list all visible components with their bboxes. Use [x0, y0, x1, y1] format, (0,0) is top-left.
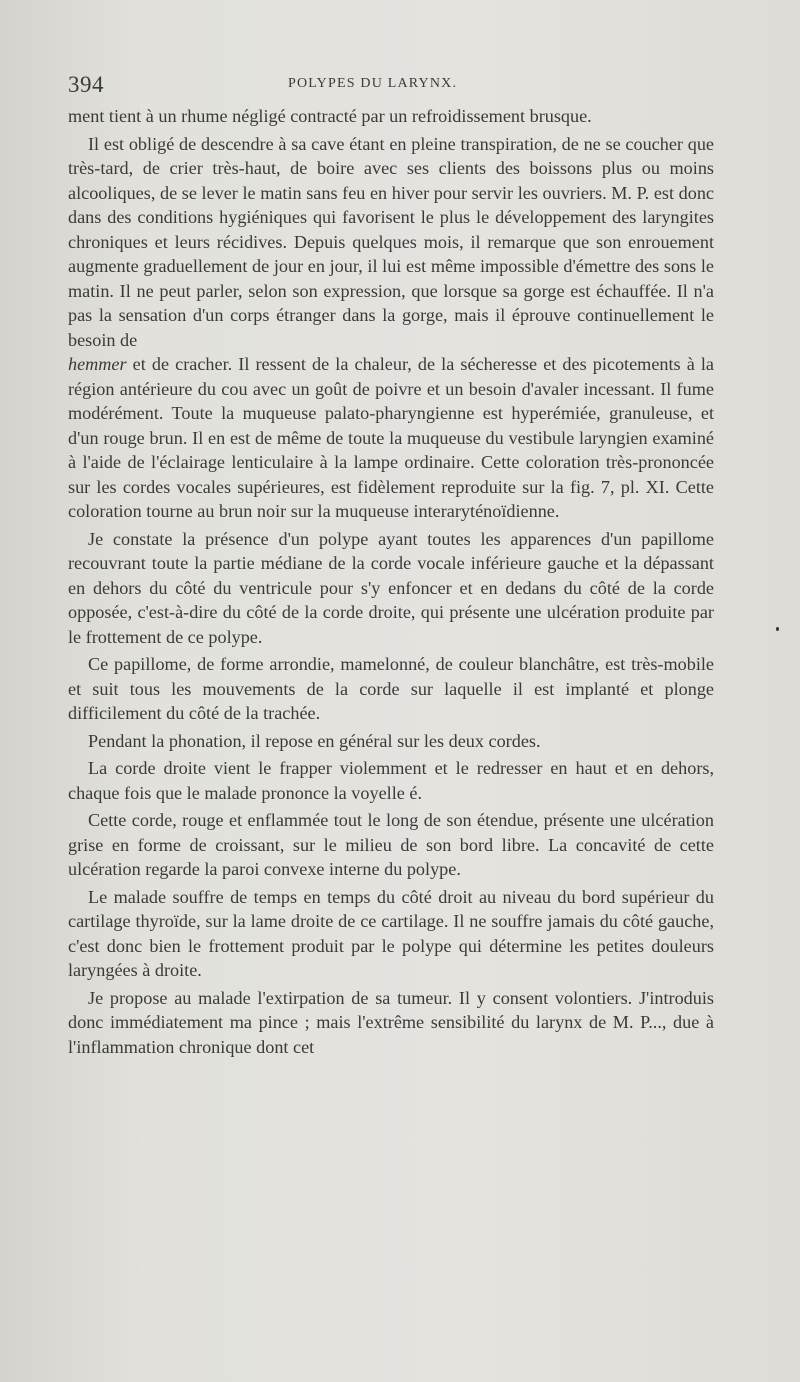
- page-number: 394: [68, 72, 104, 97]
- ink-speck: [776, 627, 779, 631]
- paragraph: Ce papillome, de forme arrondie, mamelonné, de couleur blanchâtre, est très-mobile et suit tous les mouvements de la corde sur laquelle il est implanté et plonge difficilement du côté de la trachée.: [68, 654, 714, 723]
- italic-word: hemmer: [68, 354, 127, 374]
- paragraph: Je constate la présence d'un polype ayant toutes les apparences d'un papillome recouvrant toute la partie médiane de la corde vocale inférieure gauche et la dépassant en dehors du côté du ventricule pour s'y enfoncer et en dedans du côté de la corde opposée, c'est-à-dire du côté de la corde droite, qui présente une ulcération produite par le frottement de ce polype.: [68, 528, 714, 647]
- paragraph: Pendant la phonation, il repose en général sur les deux cordes.: [88, 730, 541, 751]
- paragraph-text: Il est obligé de descendre à sa cave étant en pleine transpiration, de ne se coucher que très-tard, de crier très-haut, de boire avec ses clients des boissons plus ou moins alcooliques, de se lever le matin sans feu en hiver pour servir les ouvriers. M. P. est donc dans des conditions hygiéniques qui favorisent le plus le développement des laryngites chroniques et leurs récidives. Depuis quelques mois, il remarque que son enrouement augmente graduellement de jour en jour, il lui est même impossible d'émettre des sons le matin. Il ne peut parler, selon son expression, que lorsque sa gorge est échauffée. Il n'a pas la sensation d'un corps étranger dans la gorge, mais il éprouve continuellement le besoin de: [68, 133, 714, 350]
- paragraph: [68, 132, 714, 353]
- paragraph-continued: ment tient à un rhume négligé contracté par un refroidissement brusque.: [68, 106, 592, 126]
- paragraph: La corde droite vient le frapper violemment et le redresser en haut et en dehors, chaque fois que le malade prononce la voyelle é.: [68, 758, 714, 803]
- running-head: POLYPES DU LARYNX.: [288, 76, 458, 91]
- paragraph-text: et de cracher. Il ressent de la chaleur, de la sécheresse et des picotements à la région antérieure du cou avec un goût de poivre et un besoin d'avaler incessant. Il fume modérément. Toute la muqueuse palato-pharyngienne est hyperémiée, granuleuse, et d'un rouge brun. Il en est de même de toute la muqueuse du vestibule laryngien examiné à l'aide de l'éclairage lenticulaire à la lampe ordinaire. Cette coloration très-prononcée sur les cordes vocales supérieures, est fidèlement reproduite sur la fig. 7, pl. XI. Cette coloration tourne au brun noir sur la muqueuse interaryténoïdienne.: [68, 354, 714, 521]
- paragraph: Cette corde, rouge et enflammée tout le long de son étendue, présente une ulcération grise en forme de croissant, sur le milieu de son bord libre. La concavité de cette ulcération regarde la paroi convexe interne du polype.: [68, 810, 714, 879]
- page-body: [68, 104, 714, 1062]
- paragraph: Le malade souffre de temps en temps du côté droit au niveau du bord supérieur du cartilage thyroïde, sur la lame droite de ce cartilage. Il ne souffre jamais du côté gauche, c'est donc bien le frottement produit par le polype qui détermine les petites douleurs laryngées à droite.: [68, 886, 714, 980]
- page-header: [68, 72, 718, 102]
- paragraph-continuation: [68, 352, 714, 524]
- paragraph: Je propose au malade l'extirpation de sa tumeur. Il y consent volontiers. J'introduis donc immédiatement ma pince ; mais l'extrême sensibilité du larynx de M. P..., due à l'inflammation chronique dont cet: [68, 987, 714, 1057]
